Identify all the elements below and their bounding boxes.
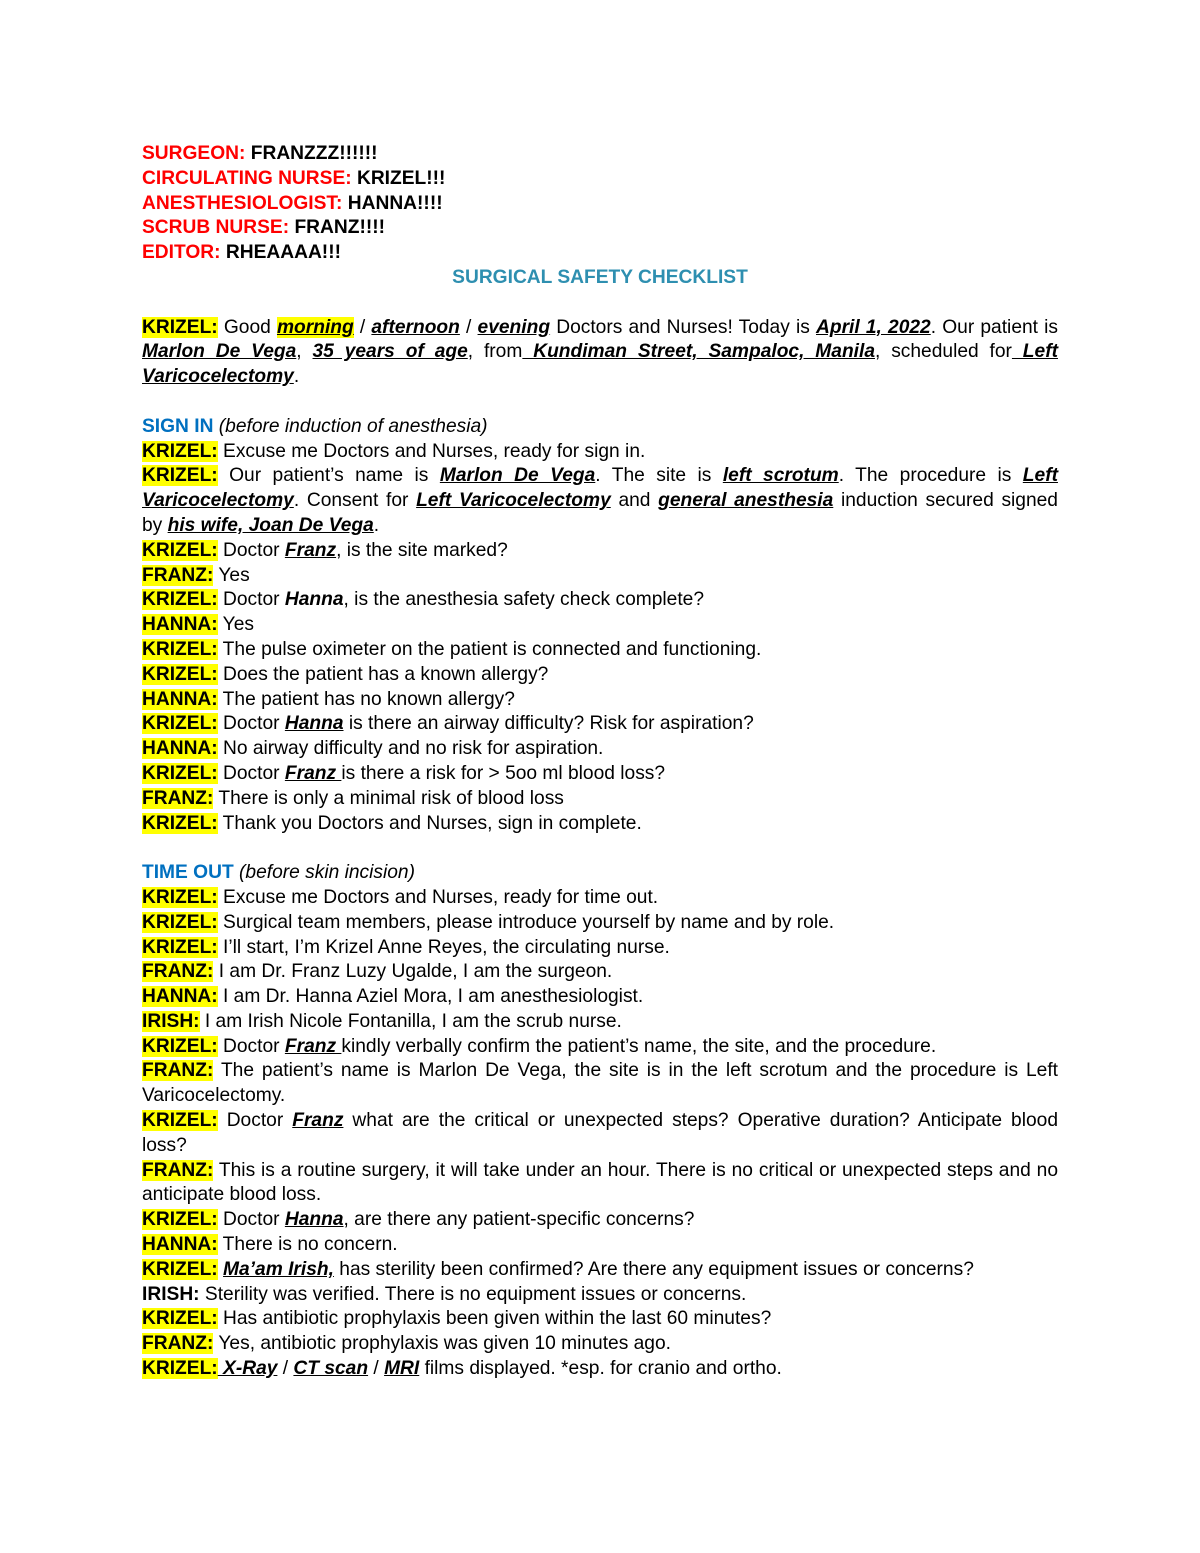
dialogue-text: Sterility was verified. There is no equipment issues or concerns. xyxy=(199,1283,747,1305)
section-title: SIGN IN xyxy=(142,415,214,437)
dialogue-text: Doctor xyxy=(217,1035,285,1057)
filled-value: general anesthesia xyxy=(658,490,834,512)
speaker-label: KRIZEL: xyxy=(142,762,218,784)
dialogue-line xyxy=(142,1059,1058,1109)
dialogue-line xyxy=(142,1307,1058,1332)
speaker-label: FRANZ: xyxy=(142,1333,214,1355)
dialogue-text: Yes xyxy=(217,614,254,636)
dialogue-text: Has antibiotic prophylaxis been given within the last 60 minutes? xyxy=(217,1308,772,1330)
dialogue-line xyxy=(142,936,1058,961)
dialogue-line xyxy=(142,812,1058,837)
dialogue-text: . Consent for xyxy=(293,490,417,512)
filled-value: Left Varicocelectomy xyxy=(416,490,611,512)
speaker-label: HANNA: xyxy=(142,1234,218,1256)
dialogue-text: The patient has no known allergy? xyxy=(217,688,515,710)
dialogue-line xyxy=(142,1159,1058,1209)
speaker-label: KRIZEL: xyxy=(142,638,218,660)
spacer xyxy=(142,291,1058,316)
dialogue-text: . The procedure is xyxy=(838,465,1023,487)
filled-value: afternoon xyxy=(371,316,460,338)
role-person: FRANZ!!!! xyxy=(289,217,386,239)
filled-value: Franz xyxy=(284,539,337,561)
dialogue-text: The pulse oximeter on the patient is connected and functioning. xyxy=(217,638,762,660)
dialogue-text: is there an airway difficulty? Risk for aspiration? xyxy=(343,713,754,735)
role-assignments xyxy=(142,142,1058,266)
filled-value: Hanna xyxy=(284,713,344,735)
dialogue-text: Excuse me Doctors and Nurses, ready for sign in. xyxy=(217,440,646,462)
filled-value: Left Varicocelectomy xyxy=(142,465,1058,512)
filled-value: Marlon De Vega xyxy=(142,341,297,363)
dialogue-text: . xyxy=(293,366,300,388)
dialogue-text: Our patient’s name is xyxy=(217,465,440,487)
speaker-label: KRIZEL: xyxy=(142,936,218,958)
dialogue-line xyxy=(142,1208,1058,1233)
dialogue-text: This is a routine surgery, it will take under an hour. There is no critical or unexpected steps and no anticipate blood loss. xyxy=(142,1159,1058,1206)
speaker-label: KRIZEL: xyxy=(142,911,218,933)
speaker-label: FRANZ: xyxy=(142,564,214,586)
dialogue-line xyxy=(142,787,1058,812)
speaker-label: FRANZ: xyxy=(142,1159,214,1181)
filled-value: Ma’am Irish, xyxy=(223,1258,334,1280)
dialogue-text: , are there any patient-specific concerns? xyxy=(343,1209,695,1231)
dialogue-line xyxy=(142,464,1058,538)
dialogue-text: . Our patient is xyxy=(930,316,1059,338)
dialogue-line xyxy=(142,1283,1058,1308)
dialogue-line xyxy=(142,440,1058,465)
speaker-label: HANNA: xyxy=(142,986,218,1008)
dialogue-line xyxy=(142,588,1058,613)
dialogue-text: There is only a minimal risk of blood loss xyxy=(213,787,564,809)
speaker-label: KRIZEL: xyxy=(142,1358,218,1380)
speaker-label: KRIZEL: xyxy=(142,465,218,487)
dialogue-text: Doctor xyxy=(217,713,285,735)
sign-in-heading xyxy=(142,415,1058,440)
dialogue-text: Yes, antibiotic prophylaxis was given 10 minutes ago. xyxy=(213,1333,671,1355)
dialogue-text: Yes xyxy=(213,564,250,586)
role-line xyxy=(142,167,1058,192)
filled-value: CT scan xyxy=(293,1358,369,1380)
dialogue-line xyxy=(142,1109,1058,1159)
role-line xyxy=(142,192,1058,217)
dialogue-text: Excuse me Doctors and Nurses, ready for time out. xyxy=(217,886,659,908)
dialogue-text: films displayed. *esp. for cranio and ortho. xyxy=(419,1358,782,1380)
filled-value: left scrotum xyxy=(722,465,839,487)
dialogue-text: and xyxy=(610,490,659,512)
spacer xyxy=(142,390,1058,415)
speaker-label: KRIZEL: xyxy=(142,440,218,462)
dialogue-text: kindly verbally confirm the patient’s name, the site, and the procedure. xyxy=(341,1035,937,1057)
dialogue-line xyxy=(142,1233,1058,1258)
dialogue-text: I’ll start, I’m Krizel Anne Reyes, the circulating nurse. xyxy=(217,936,670,958)
role-line xyxy=(142,216,1058,241)
dialogue-text: Doctor xyxy=(217,1110,293,1132)
filled-value: Franz xyxy=(284,1035,342,1057)
dialogue-text: Doctor xyxy=(217,762,285,784)
speaker-label: FRANZ: xyxy=(142,961,214,983)
speaker-label: HANNA: xyxy=(142,688,218,710)
speaker-label: KRIZEL: xyxy=(142,1258,218,1280)
dialogue-text: / xyxy=(368,1358,385,1380)
dialogue-text: Doctor xyxy=(217,589,285,611)
dialogue-line xyxy=(142,564,1058,589)
dialogue-line xyxy=(142,613,1058,638)
section-note: (before skin incision) xyxy=(233,862,415,884)
speaker-label: KRIZEL: xyxy=(142,886,218,908)
dialogue-line xyxy=(142,1010,1058,1035)
dialogue-line xyxy=(142,712,1058,737)
speaker-label: HANNA: xyxy=(142,738,218,760)
filled-value: MRI xyxy=(384,1358,420,1380)
role-person: RHEAAAA!!! xyxy=(220,242,341,264)
filled-value: Marlon De Vega xyxy=(439,465,596,487)
dialogue-line xyxy=(142,663,1058,688)
role-label: CIRCULATING NURSE: xyxy=(142,167,352,189)
dialogue-line xyxy=(142,762,1058,787)
filled-value: 35 years of age xyxy=(312,341,468,363)
dialogue-text: Does the patient has a known allergy? xyxy=(217,663,549,685)
dialogue-text: what are the critical or unexpected steps? Operative duration? Anticipate blood loss? xyxy=(142,1110,1058,1156)
speaker-label: KRIZEL: xyxy=(142,316,218,338)
speaker-label: FRANZ: xyxy=(142,1060,214,1082)
dialogue-text: has sterility been confirmed? Are there any equipment issues or concerns? xyxy=(333,1258,974,1280)
dialogue-text: / xyxy=(353,316,372,338)
filled-value: Hanna xyxy=(284,1209,344,1231)
dialogue-line xyxy=(142,985,1058,1010)
dialogue-line xyxy=(142,539,1058,564)
filled-value: evening xyxy=(477,316,551,338)
speaker-label: KRIZEL: xyxy=(142,1035,218,1057)
dialogue-text: , scheduled for xyxy=(875,341,1012,363)
dialogue-line xyxy=(142,1258,1058,1283)
role-label: ANESTHESIOLOGIST: xyxy=(142,192,343,214)
speaker-label: KRIZEL: xyxy=(142,663,218,685)
filled-value: Kundiman Street, Sampaloc, Manila xyxy=(522,341,875,363)
speaker-label: KRIZEL: xyxy=(142,539,218,561)
spacer xyxy=(142,836,1058,861)
speaker-label: HANNA: xyxy=(142,614,218,636)
intro-paragraph xyxy=(142,316,1058,390)
role-label: SURGEON: xyxy=(142,143,246,164)
dialogue-text: . The site is xyxy=(595,465,723,487)
emphasis-text: Hanna xyxy=(284,589,344,611)
dialogue-line xyxy=(142,911,1058,936)
dialogue-text: Doctor xyxy=(217,539,285,561)
dialogue-text: . xyxy=(373,514,380,536)
dialogue-text: is there a risk for > 5oo ml blood loss? xyxy=(341,762,666,784)
filled-value: X-Ray xyxy=(217,1358,278,1380)
dialogue-line xyxy=(142,960,1058,985)
speaker-label: KRIZEL: xyxy=(142,1110,218,1132)
dialogue-text: , is the site marked? xyxy=(336,539,508,561)
dialogue-line xyxy=(142,638,1058,663)
dialogue-text: Thank you Doctors and Nurses, sign in complete. xyxy=(217,812,642,834)
role-line xyxy=(142,241,1058,266)
dialogue-text: , from xyxy=(467,341,523,363)
dialogue-text: induction secured signed by xyxy=(142,490,1058,536)
dialogue-text: I am Irish Nicole Fontanilla, I am the scrub nurse. xyxy=(199,1010,622,1032)
dialogue-line xyxy=(142,737,1058,762)
role-label: SCRUB NURSE: xyxy=(142,217,290,239)
time-out-dialogue xyxy=(142,886,1058,1382)
speaker-label: IRISH: xyxy=(142,1283,200,1305)
dialogue-text: Doctor xyxy=(217,1209,285,1231)
dialogue-line xyxy=(142,688,1058,713)
dialogue-text: , is the anesthesia safety check complete? xyxy=(343,589,705,611)
dialogue-text: No airway difficulty and no risk for aspiration. xyxy=(217,738,604,760)
role-line xyxy=(142,142,1058,167)
document-title: SURGICAL SAFETY CHECKLIST xyxy=(452,266,748,288)
sign-in-dialogue xyxy=(142,440,1058,837)
filled-value: Franz xyxy=(292,1110,344,1132)
section-note: (before induction of anesthesia) xyxy=(213,415,488,437)
time-out-heading xyxy=(142,861,1058,886)
speaker-label: KRIZEL: xyxy=(142,1308,218,1330)
dialogue-text: / xyxy=(459,316,478,338)
role-label: EDITOR: xyxy=(142,242,221,264)
dialogue-text: I am Dr. Franz Luzy Ugalde, I am the surgeon. xyxy=(213,961,613,983)
filled-value: his wife, Joan De Vega xyxy=(167,514,374,536)
filled-value: Franz xyxy=(284,762,342,784)
speaker-label: KRIZEL: xyxy=(142,713,218,735)
dialogue-text: There is no concern. xyxy=(217,1234,398,1256)
dialogue-text: Doctors and Nurses! Today is xyxy=(550,316,816,338)
dialogue-text: I am Dr. Hanna Aziel Mora, I am anesthesiologist. xyxy=(217,986,644,1008)
speaker-label: FRANZ: xyxy=(142,787,214,809)
filled-value: Left Varicocelectomy xyxy=(142,341,1058,388)
dialogue-text: Surgical team members, please introduce yourself by name and by role. xyxy=(217,911,835,933)
filled-value: morning xyxy=(276,316,354,338)
role-person: KRIZEL!!! xyxy=(351,167,446,189)
role-person: FRANZZZ!!!!!! xyxy=(245,143,378,164)
document-page xyxy=(142,142,1058,1382)
section-title: TIME OUT xyxy=(142,862,234,884)
speaker-label: IRISH: xyxy=(142,1010,200,1032)
speaker-label: KRIZEL: xyxy=(142,589,218,611)
dialogue-text: Good xyxy=(217,316,277,338)
dialogue-text: The patient’s name is Marlon De Vega, the site is in the left scrotum and the procedure is Left Varicocelectomy. xyxy=(142,1060,1058,1107)
dialogue-line xyxy=(142,886,1058,911)
dialogue-line xyxy=(142,1035,1058,1060)
filled-value: April 1, 2022 xyxy=(816,316,931,338)
role-person: HANNA!!!! xyxy=(342,192,443,214)
speaker-label: KRIZEL: xyxy=(142,1209,218,1231)
dialogue-line xyxy=(142,1357,1058,1382)
speaker-label: KRIZEL: xyxy=(142,812,218,834)
dialogue-line xyxy=(142,1332,1058,1357)
dialogue-text: , xyxy=(296,341,313,363)
dialogue-text: / xyxy=(277,1358,294,1380)
